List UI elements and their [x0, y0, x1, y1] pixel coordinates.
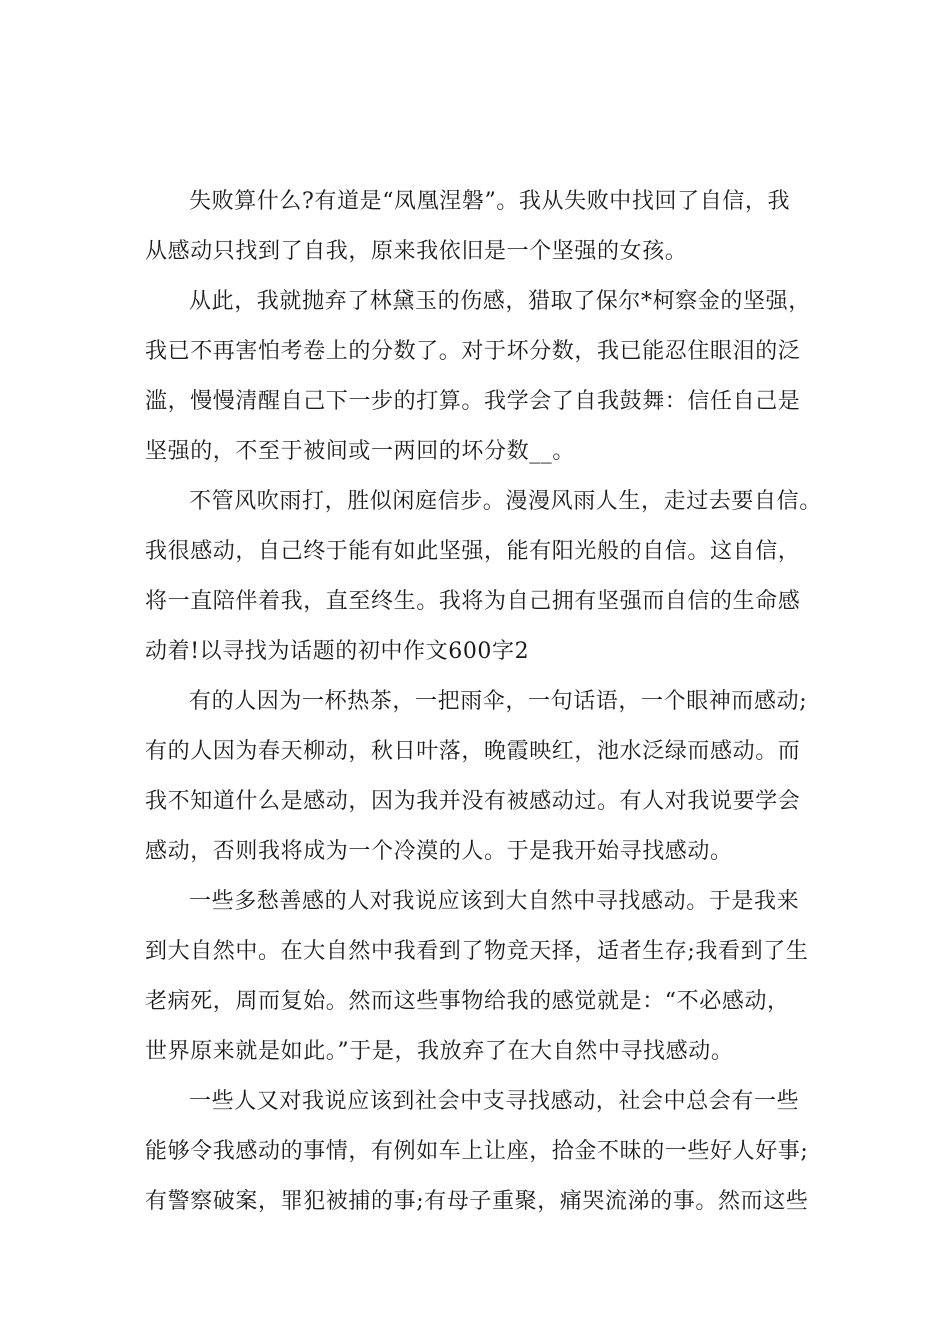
text-line: 我不知道什么是感动，因为我并没有被感动过。有人对我说要学会: [145, 789, 801, 814]
text-line: 不管风吹雨打，胜似闲庭信步。漫漫风雨人生，走过去要自信。: [189, 489, 822, 514]
text-line: 有的人因为一杯热茶，一把雨伞，一句话语，一个眼神而感动;: [189, 689, 808, 714]
text-line: 从此，我就抛弃了林黛玉的伤感，猎取了保尔*柯察金的坚强，: [189, 289, 811, 314]
text-line: 老病死，周而复始。然而这些事物给我的感觉就是：“不必感动，: [145, 989, 790, 1014]
text-line: 世界原来就是如此。”于是，我放弃了在大自然中寻找感动。: [145, 1039, 734, 1064]
text-line: 到大自然中。在大自然中我看到了物竞天择，适者生存;我看到了生: [145, 939, 809, 964]
text-line: 将一直陪伴着我，直至终生。我将为自己拥有坚强而自信的生命感: [145, 589, 801, 614]
text-line: 失败算什么?有道是“凤凰涅磐”。我从失败中找回了自信，我: [189, 189, 791, 214]
text-line: 坚强的，不至于被间或一两回的坏分数__。: [145, 439, 576, 464]
text-line: 有警察破案，罪犯被捕的事;有母子重聚，痛哭流涕的事。然而这些: [145, 1189, 809, 1214]
text-line: 我已不再害怕考卷上的分数了。对于坏分数，我已能忍住眼泪的泛: [145, 339, 801, 364]
text-line: 能够令我感动的事情，有例如车上让座，拾金不昧的一些好人好事;: [145, 1139, 809, 1164]
article-body: [145, 177, 822, 1227]
text-line: 滥，慢慢清醒自己下一步的打算。我学会了自我鼓舞：信任自己是: [145, 389, 801, 414]
text-line: 动着!以寻找为话题的初中作文600字2: [145, 639, 530, 664]
text-line: 一些多愁善感的人对我说应该到大自然中寻找感动。于是我来: [189, 889, 800, 914]
text-line: 从感动只找到了自我，原来我依旧是一个坚强的女孩。: [145, 239, 688, 264]
text-line: 感动，否则我将成为一个冷漠的人。于是我开始寻找感动。: [145, 839, 733, 864]
text-line: 有的人因为春天柳动，秋日叶落，晚霞映红，池水泛绿而感动。而: [145, 739, 801, 764]
text-line: 一些人又对我说应该到社会中支寻找感动，社会中总会有一些: [189, 1089, 800, 1114]
text-line: 我很感动，自己终于能有如此坚强，能有阳光般的自信。这自信，: [145, 539, 801, 564]
